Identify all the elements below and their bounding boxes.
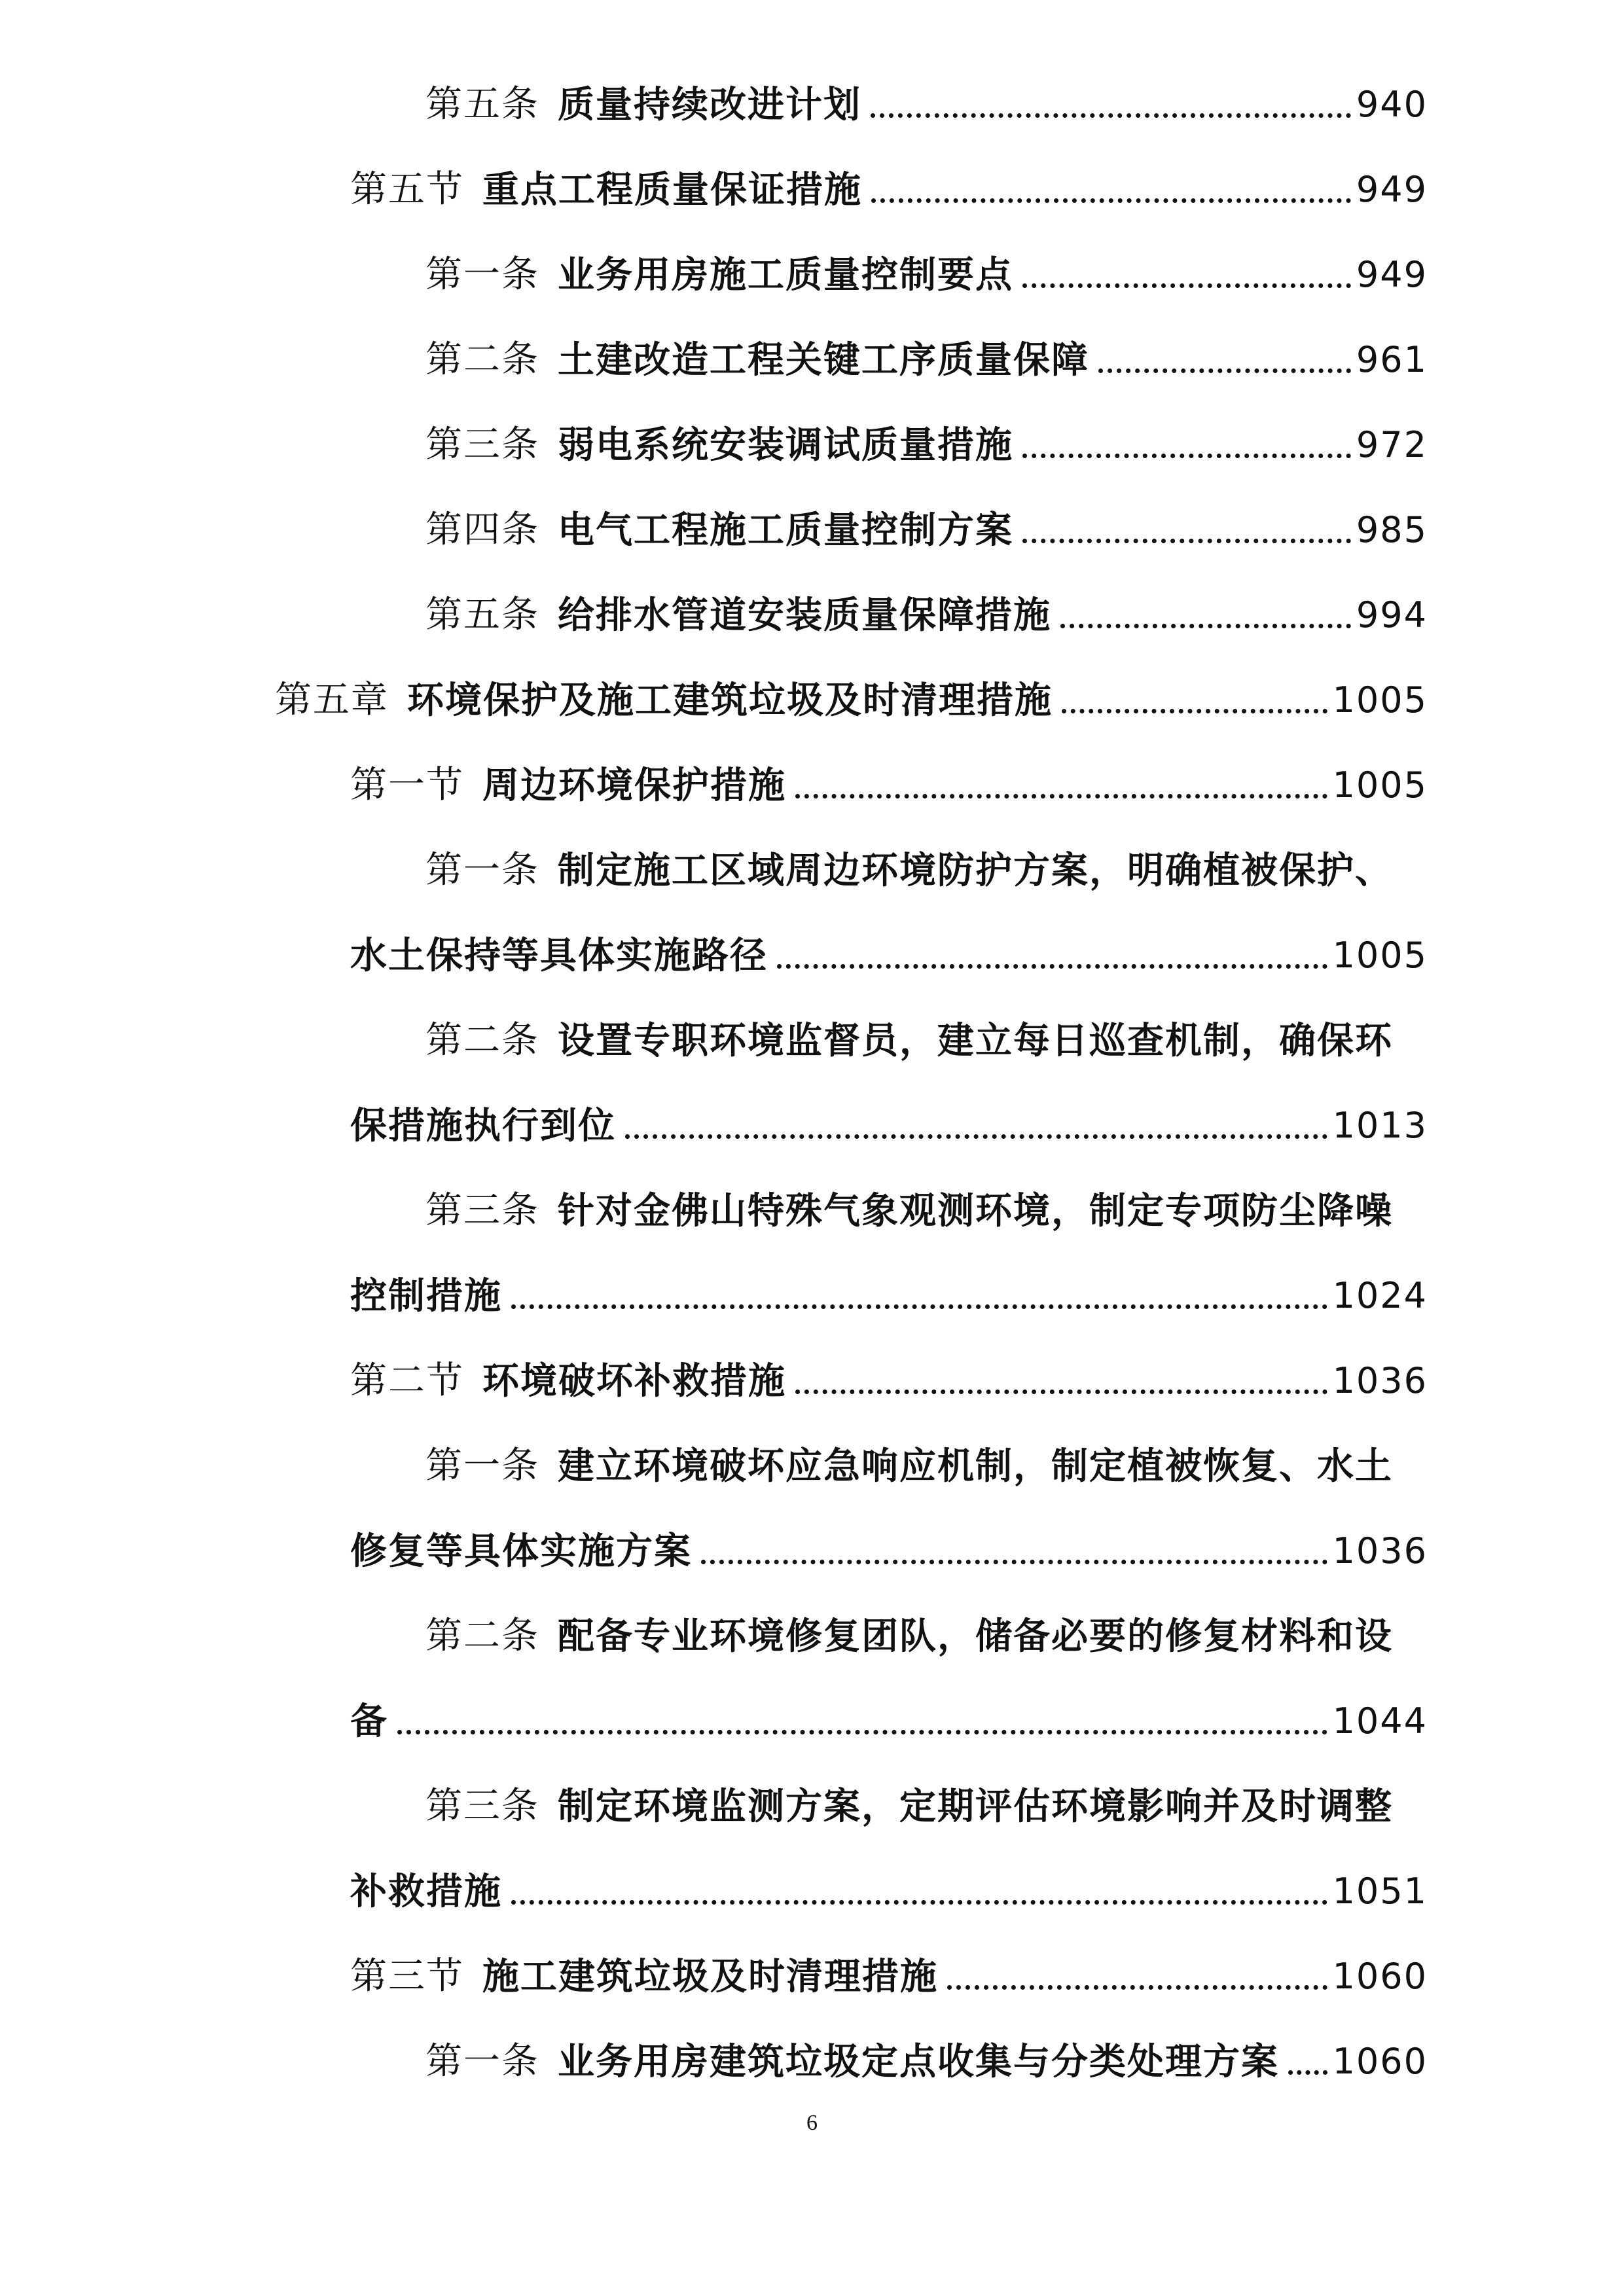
toc-entry-continuation[interactable] xyxy=(350,929,1428,982)
dot-leader xyxy=(511,1304,1327,1309)
toc-entry[interactable] xyxy=(350,759,1428,812)
entry-title: 电气工程施工质量控制方案 xyxy=(558,509,1013,552)
toc-entry-continuation[interactable] xyxy=(350,1100,1428,1152)
dot-leader xyxy=(511,1900,1327,1905)
entry-title: 建立环境破坏应急响应机制，制定植被恢复、水土 xyxy=(558,1444,1393,1488)
toc-entry[interactable] xyxy=(350,1355,1428,1407)
entry-title: 重点工程质量保证措施 xyxy=(482,168,862,211)
toc-entry-continuation[interactable] xyxy=(350,1525,1428,1577)
toc-entry[interactable] xyxy=(425,334,1428,386)
entry-number: 第一节 xyxy=(350,764,464,806)
entry-page-number: 1051 xyxy=(1332,1871,1428,1912)
dot-leader xyxy=(1060,624,1351,628)
entry-title: 给排水管道安装质量保障措施 xyxy=(558,594,1051,637)
dot-leader xyxy=(947,1985,1327,1990)
entry-number: 第五条 xyxy=(425,594,539,636)
toc-entry-chapter[interactable] xyxy=(275,674,1428,726)
entry-number: 第一条 xyxy=(425,253,539,296)
entry-number: 第一条 xyxy=(425,2040,539,2083)
toc-entry[interactable] xyxy=(425,419,1428,471)
entry-title: 业务用房施工质量控制要点 xyxy=(558,253,1013,296)
toc-entry[interactable] xyxy=(425,504,1428,556)
footer-page-number: 6 xyxy=(806,2111,818,2135)
toc-entry-continuation[interactable] xyxy=(350,1865,1428,1918)
entry-title: 制定施工区域周边环境防护方案，明确植被保护、 xyxy=(558,849,1393,892)
dot-leader xyxy=(1022,283,1351,288)
entry-number: 第二条 xyxy=(425,1019,539,1062)
entry-number: 第五章 xyxy=(275,679,389,721)
entry-number: 第三条 xyxy=(425,423,539,466)
entry-number: 第五条 xyxy=(425,83,539,126)
entry-title: 补救措施 xyxy=(350,1870,502,1913)
entry-title: 制定环境监测方案，定期评估环境影响并及时调整 xyxy=(558,1785,1393,1828)
dot-leader xyxy=(625,1134,1327,1139)
dot-leader xyxy=(795,1390,1327,1394)
entry-page-number: 1005 xyxy=(1332,764,1428,806)
entry-title: 备 xyxy=(350,1700,388,1743)
entry-number: 第三条 xyxy=(425,1785,539,1827)
entry-page-number: 1005 xyxy=(1332,935,1428,976)
dot-leader xyxy=(795,794,1327,798)
toc-entry-continuation[interactable] xyxy=(350,1270,1428,1322)
entry-page-number: 949 xyxy=(1356,169,1428,210)
dot-leader xyxy=(1022,539,1351,543)
dot-leader xyxy=(1098,368,1351,373)
toc-entry[interactable] xyxy=(425,589,1428,641)
dot-leader xyxy=(1062,709,1327,713)
entry-title: 配备专业环境修复团队，储备必要的修复材料和设 xyxy=(558,1615,1393,1658)
dot-leader xyxy=(871,113,1351,118)
entry-title: 控制措施 xyxy=(350,1274,502,1318)
entry-page-number: 949 xyxy=(1356,254,1428,295)
entry-page-number: 1005 xyxy=(1332,679,1428,721)
toc-entry[interactable] xyxy=(425,1185,1428,1237)
toc-entry[interactable] xyxy=(350,164,1428,216)
entry-title: 修复等具体实施方案 xyxy=(350,1530,692,1573)
toc-entry[interactable] xyxy=(425,1610,1428,1662)
dot-leader xyxy=(397,1730,1327,1734)
dot-leader xyxy=(701,1560,1327,1564)
entry-number: 第一条 xyxy=(425,849,539,891)
entry-page-number: 1060 xyxy=(1332,1956,1428,1997)
entry-number: 第五节 xyxy=(350,168,464,211)
entry-title: 施工建筑垃圾及时清理措施 xyxy=(482,1955,938,1998)
entry-title: 业务用房建筑垃圾定点收集与分类处理方案 xyxy=(558,2040,1279,2083)
entry-title: 土建改造工程关键工序质量保障 xyxy=(558,338,1089,382)
entry-title: 环境保护及施工建筑垃圾及时清理措施 xyxy=(407,679,1053,722)
entry-page-number: 985 xyxy=(1356,509,1428,550)
entry-page-number: 1036 xyxy=(1332,1530,1428,1571)
entry-number: 第三节 xyxy=(350,1955,464,1998)
toc-entry[interactable] xyxy=(425,2036,1428,2088)
toc-entry[interactable] xyxy=(425,1440,1428,1492)
dot-leader xyxy=(871,198,1351,203)
entry-number: 第一条 xyxy=(425,1444,539,1487)
toc-entry[interactable] xyxy=(425,1780,1428,1833)
entry-title: 保措施执行到位 xyxy=(350,1104,616,1147)
dot-leader xyxy=(1022,454,1351,458)
entry-title: 设置专职环境监督员，建立每日巡查机制，确保环 xyxy=(558,1019,1393,1062)
entry-title: 针对金佛山特殊气象观测环境，制定专项防尘降噪 xyxy=(558,1189,1393,1232)
entry-page-number: 1036 xyxy=(1332,1360,1428,1401)
toc-entry[interactable] xyxy=(425,79,1428,131)
entry-title: 水土保持等具体实施路径 xyxy=(350,934,768,977)
toc-entry[interactable] xyxy=(350,1950,1428,2003)
toc-entry-continuation[interactable] xyxy=(350,1695,1428,1748)
entry-page-number: 961 xyxy=(1356,339,1428,380)
entry-number: 第二条 xyxy=(425,338,539,381)
entry-number: 第三条 xyxy=(425,1189,539,1232)
dot-leader xyxy=(1288,2070,1327,2075)
entry-page-number: 994 xyxy=(1356,594,1428,636)
entry-number: 第二节 xyxy=(350,1359,464,1402)
toc-entry[interactable] xyxy=(425,249,1428,301)
entry-page-number: 1060 xyxy=(1332,2041,1428,2082)
entry-number: 第二条 xyxy=(425,1615,539,1657)
entry-title: 质量持续改进计划 xyxy=(558,83,861,126)
entry-title: 周边环境保护措施 xyxy=(482,764,786,807)
dot-leader xyxy=(777,964,1327,969)
toc-entry[interactable] xyxy=(425,844,1428,897)
entry-page-number: 1044 xyxy=(1332,1700,1428,1742)
toc-entry[interactable] xyxy=(425,1014,1428,1067)
entry-title: 环境破坏补救措施 xyxy=(482,1359,786,1403)
entry-page-number: 1013 xyxy=(1332,1105,1428,1146)
entry-title: 弱电系统安装调试质量措施 xyxy=(558,423,1013,467)
entry-number: 第四条 xyxy=(425,509,539,551)
entry-page-number: 940 xyxy=(1356,84,1428,125)
entry-page-number: 972 xyxy=(1356,424,1428,465)
entry-page-number: 1024 xyxy=(1332,1275,1428,1316)
